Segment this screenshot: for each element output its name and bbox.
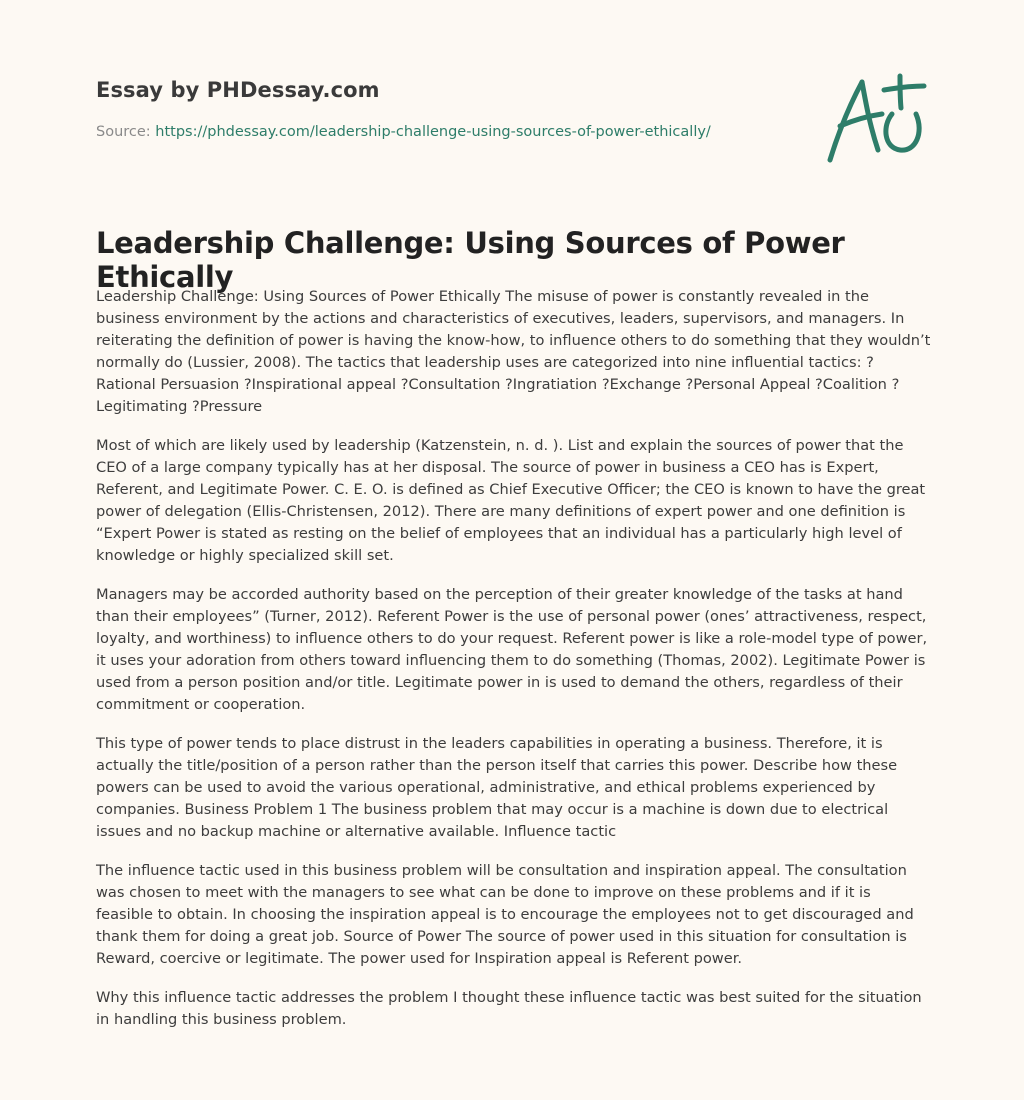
- a-plus-grade-icon: [820, 64, 930, 168]
- essay-paragraph: Leadership Challenge: Using Sources of Power Ethically The misuse of power is constantly revealed in the business environment by the actions and characteristics of executives, leaders, supervisors, and managers. In reiterating the definition of power is having the know-how, to influence others to do something that they wouldn’t normally do (Lussier, 2008). The tactics that leadership uses are categorized into nine influential tactics: ? Rational Persuasion ?Inspirational appeal ?Consultation ?Ingratiation ?Exchange ?Personal Appeal ?Coalition ?Legitimating ?Pressure: [96, 288, 931, 415]
- essay-paragraph: This type of power tends to place distrust in the leaders capabilities in operating a business. Therefore, it is actually the title/position of a person rather than the person itself that carries this power. Describe how these powers can be used to avoid the various operational, administrative, and ethical problems experienced by companies. Business Problem 1 The business problem that may occur is a machine is down due to electrical issues and no backup machine or alternative available. Influence tactic: [96, 735, 898, 840]
- essay-paragraph: Why this influence tactic addresses the problem I thought these influence tactic was best suited for the situation in handling this business problem.: [96, 989, 922, 1028]
- source-label: Source:: [96, 124, 151, 140]
- essay-paragraph: The influence tactic used in this business problem will be consultation and inspiration appeal. The consultation was chosen to meet with the managers to see what can be done to improve on these problems and if it is feasible to obtain. In choosing the inspiration appeal is to encourage the employees not to get discouraged and thank them for doing a great job. Source of Power The source of power used in this situation for consultation is Reward, coercive or legitimate. The power used for Inspiration appeal is Referent power.: [96, 862, 914, 967]
- essay-title: Leadership Challenge: Using Sources of Power Ethically: [96, 226, 845, 294]
- essay-paragraph: Managers may be accorded authority based on the perception of their greater knowledge of the tasks at hand than their employees” (Turner, 2012). Referent Power is the use of personal power (ones’ attractiveness, respect, loyalty, and worthiness) to influence others to do your request. Referent power is like a role-model type of power, it uses your adoration from others toward influencing them to do something (Thomas, 2002). Legitimate Power is used from a person position and/or title. Legitimate power in is used to demand the others, regardless of their commitment or cooperation.: [96, 586, 928, 713]
- essay-body: [96, 286, 932, 1048]
- source-line: [96, 124, 711, 140]
- source-link[interactable]: https://phdessay.com/leadership-challenge-using-sources-of-power-ethically/: [155, 124, 711, 140]
- site-title: Essay by PHDessay.com: [96, 78, 380, 102]
- essay-paragraph: Most of which are likely used by leadership (Katzenstein, n. d. ). List and explain the sources of power that the CEO of a large company typically has at her disposal. The source of power in business a CEO has is Expert, Referent, and Legitimate Power. C. E. O. is defined as Chief Executive Officer; the CEO is known to have the great power of delegation (Ellis-Christensen, 2012). There are many definitions of expert power and one definition is “Expert Power is stated as resting on the belief of employees that an individual has a particularly high level of knowledge or highly specialized skill set.: [96, 437, 926, 564]
